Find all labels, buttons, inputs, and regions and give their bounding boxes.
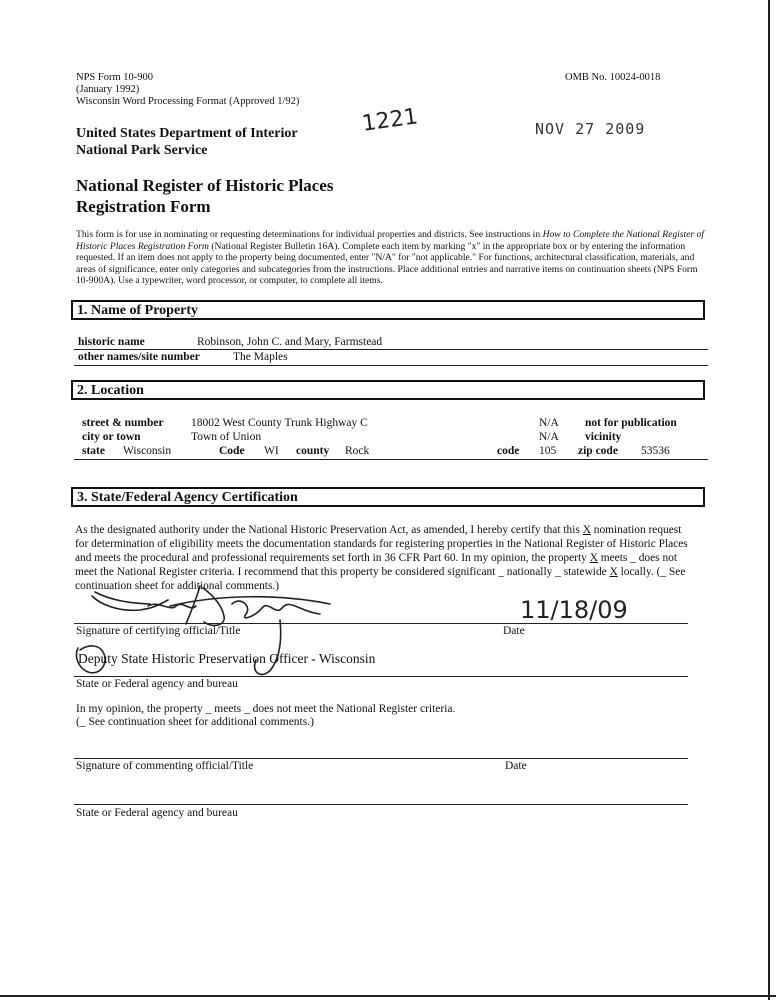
intro-italic-title: How to Complete the National Register of Historic Places Registration Form bbox=[76, 229, 705, 252]
other-names-value: The Maples bbox=[233, 351, 288, 363]
cert-mark-nomination: X bbox=[582, 524, 591, 536]
city-value: Town of Union bbox=[191, 431, 262, 443]
opinion-line-2: (_ See continuation sheet for additional comments.) bbox=[76, 716, 314, 728]
section-2-title: 2. Location bbox=[77, 383, 144, 398]
section-3-title: 3. State/Federal Agency Certification bbox=[77, 490, 298, 505]
title-line-2: Registration Form bbox=[76, 197, 211, 216]
opinion-line-1: In my opinion, the property _ meets _ does not meet the National Register criteria. bbox=[76, 703, 456, 715]
cert-text-d: locally. (_ See continuation sheet for additional comments.) bbox=[75, 566, 686, 592]
form-line-1: NPS Form 10-900 bbox=[76, 72, 154, 83]
county-code-value: 105 bbox=[539, 445, 557, 457]
form-line-3: Wisconsin Word Processing Format (Approved 1/92) bbox=[76, 96, 300, 107]
handwritten-date: 11/18/09 bbox=[520, 596, 628, 624]
city-label: city or town bbox=[82, 431, 141, 443]
form-line-2: (January 1992) bbox=[76, 84, 140, 95]
bureau-label: State or Federal agency and bureau bbox=[76, 678, 238, 690]
intro-text-2: (National Register Bulletin 16A). Complete each item by marking "x" in the appropriate box or by entering the information requested. If an item does not apply to the property being documented, enter "N/A" for "not applicable." For functions, architectural classification, materials, and areas of significance, enter only categories and subcategories from the instructions. Place additional entries and narrative items on continuation sheets (NPS Form 10-900A). Use a typewriter, word processor, or computer, to complete all items. bbox=[76, 240, 698, 287]
county-code-label: code bbox=[497, 445, 520, 457]
state-value: Wisconsin bbox=[123, 445, 172, 457]
agency-line-2: National Park Service bbox=[76, 143, 208, 158]
cert-text-c: meets _ does not meet the National Register criteria. I recommend that this property be considered significant _ nationally _ statewide bbox=[75, 552, 678, 578]
zip-value: 53536 bbox=[641, 445, 670, 457]
bureau-line bbox=[74, 676, 688, 677]
bureau-line-2 bbox=[74, 804, 688, 805]
cert-text-b: nomination request for determination of eligibility meets the documentation standards for registering properties in the National Register of Historic Places and meets the procedural and professional requirements set forth in 36 CFR Part 60. In my opinion, the property bbox=[75, 524, 688, 564]
not-for-publication-label: not for publication bbox=[585, 417, 677, 429]
cert-mark-locally: X bbox=[609, 566, 618, 578]
handwritten-number: 1221 bbox=[360, 104, 420, 137]
vicinity-label: vicinity bbox=[585, 431, 622, 443]
intro-text-1: This form is for use in nominating or requesting determinations for individual properties and districts. See instructions in bbox=[76, 229, 543, 240]
county-label: county bbox=[296, 445, 330, 457]
title-line-1: National Register of Historic Places bbox=[76, 176, 334, 195]
state-label: state bbox=[82, 445, 105, 457]
street-na: N/A bbox=[539, 417, 559, 429]
county-value: Rock bbox=[345, 445, 370, 457]
omb-number: OMB No. 10024-0018 bbox=[565, 72, 661, 83]
section-1-title: 1. Name of Property bbox=[77, 303, 199, 318]
agency-line-1: United States Department of Interior bbox=[76, 126, 298, 141]
street-label: street & number bbox=[82, 417, 164, 429]
historic-name-label: historic name bbox=[78, 336, 145, 348]
zip-label: zip code bbox=[578, 445, 618, 457]
official-title: Deputy State Historic Preservation Officer - Wisconsin bbox=[78, 651, 376, 666]
street-value: 18002 West County Trunk Highway C bbox=[191, 417, 368, 429]
signature-label: Signature of certifying official/Title bbox=[76, 625, 241, 637]
received-stamp: NOV 27 2009 bbox=[535, 120, 646, 138]
bureau-label-2: State or Federal agency and bureau bbox=[76, 807, 238, 819]
cert-mark-meets: X bbox=[589, 552, 598, 564]
commenting-date-label: Date bbox=[505, 760, 527, 772]
state-code-label: Code bbox=[219, 445, 245, 457]
commenting-signature-label: Signature of commenting official/Title bbox=[76, 760, 254, 772]
commenting-signature-line bbox=[74, 758, 688, 759]
other-names-label: other names/site number bbox=[78, 351, 200, 363]
signature-date-label: Date bbox=[503, 625, 525, 637]
cert-text-a: As the designated authority under the National Historic Preservation Act, as amended, I hereby certify that this bbox=[75, 524, 583, 536]
city-na: N/A bbox=[539, 431, 559, 443]
historic-name-value: Robinson, John C. and Mary, Farmstead bbox=[197, 336, 383, 348]
state-code-value: WI bbox=[264, 445, 279, 457]
